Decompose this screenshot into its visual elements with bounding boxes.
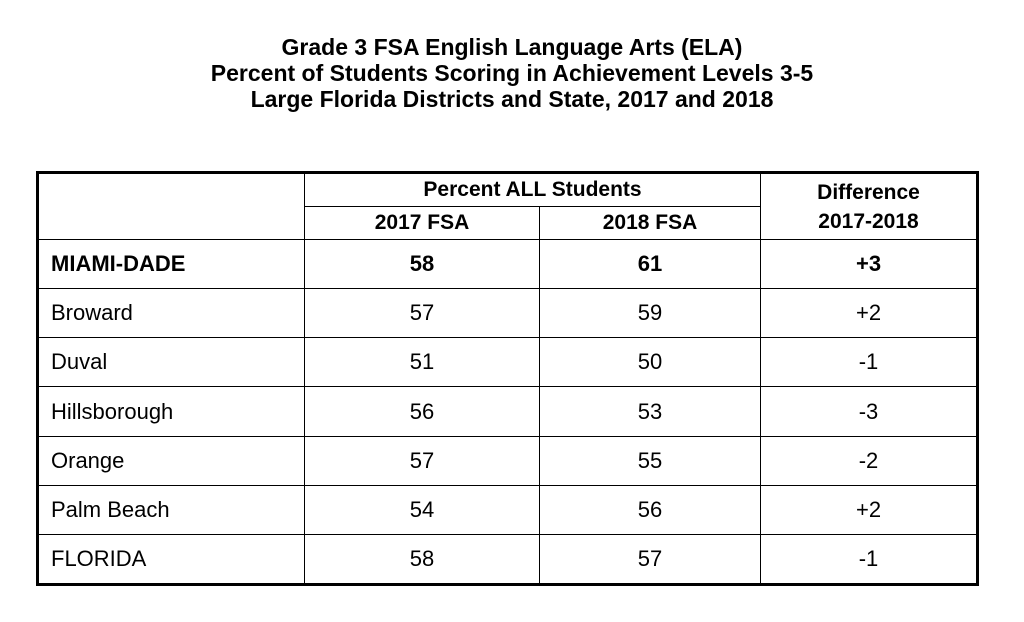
district-name-cell: Broward	[38, 289, 305, 338]
results-table	[36, 171, 979, 586]
district-name-cell: Orange	[38, 436, 305, 485]
fsa-2018-cell: 61	[540, 240, 761, 289]
table-row	[38, 387, 978, 436]
chart-title-line-3: Large Florida Districts and State, 2017 and 2018	[250, 86, 774, 112]
difference-cell: -1	[761, 338, 978, 387]
difference-cell: +2	[761, 485, 978, 534]
chart-title	[0, 34, 1024, 112]
district-name-cell: MIAMI-DADE	[38, 240, 305, 289]
fsa-2017-cell: 57	[305, 436, 540, 485]
fsa-2018-cell: 57	[540, 534, 761, 584]
header-difference-line-2: 2017-2018	[818, 209, 919, 233]
chart-title-line-2: Percent of Students Scoring in Achievement Levels 3-5	[210, 60, 814, 86]
header-difference	[761, 173, 978, 240]
table-row	[38, 240, 978, 289]
difference-cell: +2	[761, 289, 978, 338]
table-row	[38, 338, 978, 387]
fsa-2017-cell: 58	[305, 534, 540, 584]
fsa-2018-cell: 53	[540, 387, 761, 436]
fsa-2017-cell: 58	[305, 240, 540, 289]
district-name-cell: Hillsborough	[38, 387, 305, 436]
fsa-2017-cell: 51	[305, 338, 540, 387]
table-header-row-1	[38, 173, 978, 207]
table-body	[38, 173, 978, 585]
difference-cell: -2	[761, 436, 978, 485]
fsa-2018-cell: 56	[540, 485, 761, 534]
table-row	[38, 485, 978, 534]
header-2018-fsa: 2018 FSA	[540, 207, 761, 240]
header-blank-cell	[38, 173, 305, 240]
header-2017-fsa: 2017 FSA	[305, 207, 540, 240]
district-name-cell: FLORIDA	[38, 534, 305, 584]
fsa-2018-cell: 55	[540, 436, 761, 485]
header-difference-line-1: Difference	[817, 180, 920, 204]
difference-cell: -3	[761, 387, 978, 436]
difference-cell: -1	[761, 534, 978, 584]
results-table-container	[36, 171, 976, 586]
fsa-2018-cell: 59	[540, 289, 761, 338]
fsa-2017-cell: 57	[305, 289, 540, 338]
district-name-cell: Duval	[38, 338, 305, 387]
table-row	[38, 436, 978, 485]
difference-cell: +3	[761, 240, 978, 289]
header-percent-all-students: Percent ALL Students	[305, 173, 761, 207]
fsa-2017-cell: 56	[305, 387, 540, 436]
fsa-2018-cell: 50	[540, 338, 761, 387]
chart-title-line-1: Grade 3 FSA English Language Arts (ELA)	[281, 34, 743, 60]
fsa-2017-cell: 54	[305, 485, 540, 534]
table-row	[38, 289, 978, 338]
table-row	[38, 534, 978, 584]
district-name-cell: Palm Beach	[38, 485, 305, 534]
